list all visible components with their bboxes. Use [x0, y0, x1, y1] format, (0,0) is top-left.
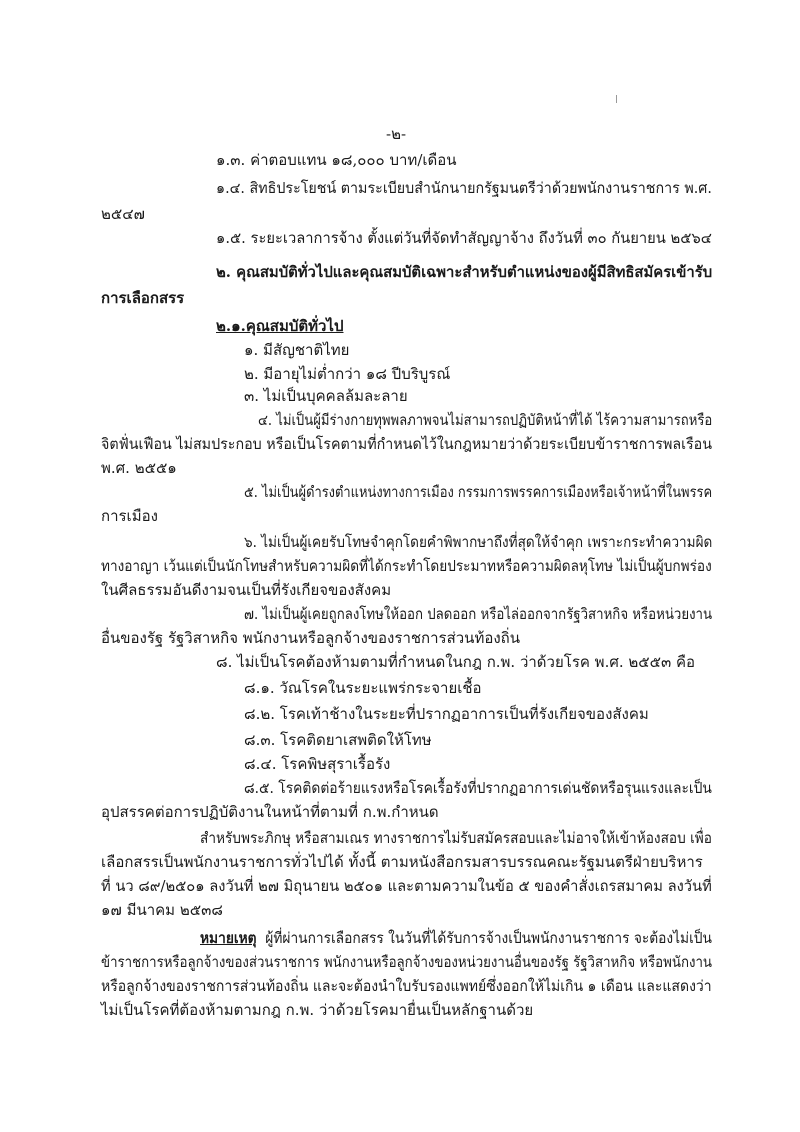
note-line4: ไม่เป็นโรคที่ต้องห้ามตามกฎ ก.พ. ว่าด้วยโรคมายื่นเป็นหลักฐานด้วย [101, 1001, 534, 1019]
qualification-6-line2: ทางอาญา เว้นแต่เป็นนักโทษสำหรับความผิดที่ได้กระทำโดยประมาทหรือความผิดลหุโทษ ไม่เป็นผู้บกพร่อง [101, 557, 712, 575]
scan-mark [616, 95, 617, 103]
monk-paragraph-line1: สำหรับพระภิกษุ หรือสามเณร ทางราชการไม่รับสมัครสอบและไม่อาจให้เข้าห้องสอบ เพื่อ [200, 829, 712, 847]
qualification-4-line1: ๔. ไม่เป็นผู้มีร่างกายทุพพลภาพจนไม่สามารถปฏิบัติหน้าที่ได้ ไร้ความสามารถหรือ [258, 411, 713, 429]
qualification-1: ๑. มีสัญชาติไทย [244, 341, 350, 359]
note-label: หมายเหตุ [200, 929, 257, 947]
qualification-8-2: ๘.๒. โรคเท้าช้างในระยะที่ปรากฏอาการเป็นที่รังเกียจของสังคม [244, 705, 649, 723]
qualification-8-1: ๘.๑. วัณโรคในระยะแพร่กระจายเชื้อ [244, 679, 482, 697]
qualification-8-5-line2: อุปสรรคต่อการปฏิบัติงานในหน้าที่ตามที่ ก.พ.กำหนด [101, 803, 439, 821]
qualification-8-5-line1: ๘.๕. โรคติดต่อร้ายแรงหรือโรคเรื้อรังที่ปรากฏอาการเด่นชัดหรือรุนแรงและเป็น [244, 779, 712, 797]
section-1-4-line1: ๑.๔. สิทธิประโยชน์ ตามระเบียบสำนักนายกรัฐมนตรีว่าด้วยพนักงานราชการ พ.ศ. [216, 179, 712, 197]
section-1-5: ๑.๕. ระยะเวลาการจ้าง ตั้งแต่วันที่จัดทำสัญญาจ้าง ถึงวันที่ ๓๐ กันยายน ๒๕๖๔ [216, 229, 712, 247]
section-2-heading-line2: การเลือกสรร [101, 289, 185, 307]
qualification-2: ๒. มีอายุไม่ต่ำกว่า ๑๘ ปีบริบูรณ์ [244, 365, 451, 383]
qualification-4-line2: จิตฟั่นเฟือน ไม่สมประกอบ หรือเป็นโรคตามที่กำหนดไว้ในกฎหมายว่าด้วยระเบียบข้าราชการพลเรือน [101, 435, 712, 453]
section-2-1-heading: ๒.๑.คุณสมบัติทั่วไป [216, 317, 344, 335]
qualification-7-line2: อื่นของรัฐ รัฐวิสาหกิจ พนักงานหรือลูกจ้างของราชการส่วนท้องถิ่น [101, 629, 520, 647]
qualification-8: ๘. ไม่เป็นโรคต้องห้ามตามที่กำหนดในกฎ ก.พ. ว่าด้วยโรค พ.ศ. ๒๕๕๓ คือ [216, 653, 696, 671]
monk-paragraph-line4: ๑๗ มีนาคม ๒๕๓๘ [101, 901, 223, 919]
qualification-8-3: ๘.๓. โรคติดยาเสพติดให้โทษ [244, 731, 432, 749]
monk-paragraph-line3: ที่ นว ๘๙/๒๕๐๑ ลงวันที่ ๒๗ มิถุนายน ๒๕๐๑ และตามความในข้อ ๕ ของคำสั่งเถรสมาคม ลงวันที่ [101, 877, 712, 895]
qualification-5-line1: ๕. ไม่เป็นผู้ดำรงตำแหน่งทางการเมือง กรรมการพรรคการเมืองหรือเจ้าหน้าที่ในพรรค [244, 483, 713, 501]
monk-paragraph-line2: เลือกสรรเป็นพนักงานราชการทั่วไปได้ ทั้งนี้ ตามหนังสือกรมสารบรรณคณะรัฐมนตรีฝ่ายบริหาร [101, 853, 703, 871]
page-number: -๒- [386, 125, 407, 143]
qualification-5-line2: การเมือง [101, 507, 158, 525]
note-line2: ข้าราชการหรือลูกจ้างของส่วนราชการ พนักงานหรือลูกจ้างของหน่วยงานอื่นของรัฐ รัฐวิสาหกิจ หรือพนักงาน [101, 953, 712, 971]
qualification-3: ๓. ไม่เป็นบุคคลล้มละลาย [244, 387, 408, 405]
qualification-6-line3: ในศีลธรรมอันดีงามจนเป็นที่รังเกียจของสังคม [101, 581, 392, 599]
section-1-4-line2: ๒๕๔๗ [101, 205, 145, 223]
qualification-7-line1: ๗. ไม่เป็นผู้เคยถูกลงโทษให้ออก ปลดออก หรือไล่ออกจากรัฐวิสาหกิจ หรือหน่วยงาน [244, 605, 713, 623]
note-line1 [200, 928, 712, 948]
note-line3: หรือลูกจ้างของราชการส่วนท้องถิ่น และจะต้องนำใบรับรองแพทย์ซึ่งออกให้ไม่เกิน ๑ เดือน และแสดงว่า [101, 977, 712, 995]
note-text: ผู้ที่ผ่านการเลือกสรร ในวันที่ได้รับการจ้างเป็นพนักงานราชการ จะต้องไม่เป็น [265, 929, 712, 947]
qualification-4-line3: พ.ศ. ๒๕๕๑ [101, 459, 177, 477]
section-1-3: ๑.๓. ค่าตอบแทน ๑๘,๐๐๐ บาท/เดือน [216, 151, 457, 169]
qualification-6-line1: ๖. ไม่เป็นผู้เคยรับโทษจำคุกโดยคำพิพากษาถึงที่สุดให้จำคุก เพราะกระทำความผิด [244, 533, 713, 551]
qualification-8-4: ๘.๔. โรคพิษสุราเรื้อรัง [244, 755, 391, 773]
section-2-heading-line1: ๒. คุณสมบัติทั่วไปและคุณสมบัติเฉพาะสำหรับตำแหน่งของผู้มีสิทธิสมัครเข้ารับ [216, 263, 713, 281]
